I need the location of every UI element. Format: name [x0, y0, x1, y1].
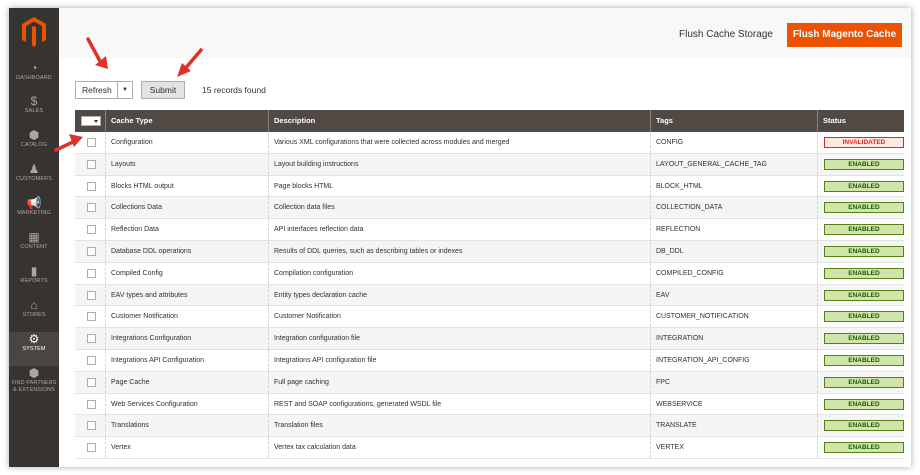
- sidebar-item-label: REPORTS: [20, 278, 48, 284]
- sidebar-item-find[interactable]: [9, 366, 59, 400]
- sidebar-item-label: CUSTOMERS: [16, 176, 52, 182]
- description-cell: Results of DDL queries, such as describing tables or indexes: [268, 241, 650, 262]
- status-badge: ENABLED: [824, 355, 904, 366]
- row-checkbox[interactable]: [87, 443, 96, 452]
- row-select-cell[interactable]: [75, 306, 105, 327]
- status-badge: ENABLED: [824, 202, 904, 213]
- records-count: 15 records found: [202, 85, 266, 95]
- tags-cell: DB_DDL: [650, 241, 817, 262]
- table-row[interactable]: [75, 176, 904, 198]
- status-cell: [817, 328, 904, 349]
- row-checkbox[interactable]: [87, 356, 96, 365]
- description-cell: Integration configuration file: [268, 328, 650, 349]
- status-badge: INVALIDATED: [824, 137, 904, 148]
- status-badge: ENABLED: [824, 159, 904, 170]
- tags-cell: COMPILED_CONFIG: [650, 263, 817, 284]
- sidebar-item-dashboard[interactable]: [9, 61, 59, 95]
- mass-action-select[interactable]: [75, 81, 133, 99]
- status-badge: ENABLED: [824, 311, 904, 322]
- megaphone-icon: 📢: [26, 196, 42, 210]
- flush-magento-cache-button[interactable]: Flush Magento Cache: [787, 23, 902, 47]
- cache-type-cell: Integrations Configuration: [105, 328, 268, 349]
- table-row[interactable]: [75, 154, 904, 176]
- tags-cell: INTEGRATION: [650, 328, 817, 349]
- status-cell: [817, 197, 904, 218]
- status-cell: [817, 372, 904, 393]
- description-cell: Vertex tax calculation data: [268, 437, 650, 458]
- row-checkbox[interactable]: [87, 334, 96, 343]
- sidebar-item-label: STORES: [22, 312, 46, 318]
- row-checkbox[interactable]: [87, 203, 96, 212]
- row-select-cell[interactable]: [75, 415, 105, 436]
- row-select-cell[interactable]: [75, 176, 105, 197]
- status-badge: ENABLED: [824, 224, 904, 235]
- admin-sidebar: [9, 8, 59, 467]
- sidebar-item-label: CATALOG: [20, 142, 48, 148]
- mass-select-header[interactable]: [75, 110, 105, 132]
- status-badge: ENABLED: [824, 399, 904, 410]
- description-cell: Customer Notification: [268, 306, 650, 327]
- table-row[interactable]: [75, 132, 904, 154]
- row-select-cell[interactable]: [75, 219, 105, 240]
- sidebar-item-content[interactable]: [9, 230, 59, 264]
- table-row[interactable]: [75, 241, 904, 263]
- tags-cell: INTEGRATION_API_CONFIG: [650, 350, 817, 371]
- sidebar-item-reports[interactable]: [9, 264, 59, 298]
- status-badge: ENABLED: [824, 290, 904, 301]
- tags-cell: FPC: [650, 372, 817, 393]
- description-cell: Translation files: [268, 415, 650, 436]
- status-cell: [817, 219, 904, 240]
- row-checkbox[interactable]: [87, 291, 96, 300]
- status-badge: ENABLED: [824, 246, 904, 257]
- status-cell: [817, 154, 904, 175]
- mass-action-value: Refresh: [82, 85, 112, 95]
- table-row[interactable]: [75, 328, 904, 350]
- description-cell: Integrations API configuration file: [268, 350, 650, 371]
- cube-icon: ⬢: [28, 128, 40, 142]
- table-row[interactable]: [75, 219, 904, 241]
- row-select-cell[interactable]: [75, 197, 105, 218]
- row-checkbox[interactable]: [87, 247, 96, 256]
- description-cell: Compilation configuration: [268, 263, 650, 284]
- grid-body: [75, 132, 904, 459]
- flush-cache-storage-button[interactable]: Flush Cache Storage: [679, 29, 773, 40]
- row-checkbox[interactable]: [87, 138, 96, 147]
- cache-type-cell: Integrations API Configuration: [105, 350, 268, 371]
- tags-cell: COLLECTION_DATA: [650, 197, 817, 218]
- row-select-cell[interactable]: [75, 394, 105, 415]
- row-checkbox[interactable]: [87, 421, 96, 430]
- status-cell: [817, 176, 904, 197]
- cache-type-cell: Layouts: [105, 154, 268, 175]
- sidebar-item-label: MARKETING: [17, 210, 51, 216]
- column-header-cache-type[interactable]: Cache Type: [105, 110, 268, 132]
- store-icon: ⌂: [30, 298, 38, 312]
- row-select-cell[interactable]: [75, 372, 105, 393]
- cache-type-cell: EAV types and attributes: [105, 285, 268, 306]
- status-cell: [817, 132, 904, 153]
- table-row[interactable]: [75, 437, 904, 459]
- bar-chart-icon: ▮: [30, 264, 38, 278]
- cache-type-cell: Collections Data: [105, 197, 268, 218]
- table-row[interactable]: [75, 350, 904, 372]
- description-cell: Collection data files: [268, 197, 650, 218]
- table-row[interactable]: [75, 197, 904, 219]
- table-row[interactable]: [75, 415, 904, 437]
- status-badge: ENABLED: [824, 181, 904, 192]
- magento-logo[interactable]: [21, 16, 47, 48]
- description-cell: API interfaces reflection data: [268, 219, 650, 240]
- sidebar-item-customers[interactable]: [9, 162, 59, 196]
- tags-cell: VERTEX: [650, 437, 817, 458]
- status-badge: ENABLED: [824, 333, 904, 344]
- description-cell: REST and SOAP configurations, generated WSDL file: [268, 394, 650, 415]
- tags-cell: EAV: [650, 285, 817, 306]
- sidebar-item-sales[interactable]: [9, 94, 59, 128]
- table-row[interactable]: [75, 306, 904, 328]
- description-cell: Entity types declaration cache: [268, 285, 650, 306]
- person-icon: ♟: [28, 162, 40, 176]
- sidebar-item-label: FIND PARTNERS & EXTENSIONS: [11, 380, 57, 393]
- status-cell: [817, 350, 904, 371]
- row-select-cell[interactable]: [75, 154, 105, 175]
- row-select-cell[interactable]: [75, 328, 105, 349]
- row-checkbox[interactable]: [87, 312, 96, 321]
- status-badge: ENABLED: [824, 442, 904, 453]
- sidebar-item-catalog[interactable]: [9, 128, 59, 162]
- tags-cell: BLOCK_HTML: [650, 176, 817, 197]
- row-checkbox[interactable]: [87, 400, 96, 409]
- description-cell: Full page caching: [268, 372, 650, 393]
- cache-type-cell: Translations: [105, 415, 268, 436]
- dollar-icon: $: [30, 94, 38, 108]
- cache-type-cell: Vertex: [105, 437, 268, 458]
- status-badge: ENABLED: [824, 420, 904, 431]
- status-cell: [817, 263, 904, 284]
- status-cell: [817, 306, 904, 327]
- status-cell: [817, 437, 904, 458]
- table-row[interactable]: [75, 394, 904, 416]
- status-badge: ENABLED: [824, 268, 904, 279]
- sidebar-item-stores[interactable]: [9, 298, 59, 332]
- status-cell: [817, 394, 904, 415]
- description-cell: Layout building instructions: [268, 154, 650, 175]
- sidebar-item-label: DASHBOARD: [16, 75, 52, 81]
- layout-icon: ▦: [28, 230, 40, 244]
- cache-type-cell: Database DDL operations: [105, 241, 268, 262]
- description-cell: Page blocks HTML: [268, 176, 650, 197]
- cache-type-cell: Blocks HTML output: [105, 176, 268, 197]
- sidebar-item-system[interactable]: [9, 332, 59, 366]
- table-row[interactable]: [75, 285, 904, 307]
- chevron-down-icon[interactable]: ▼: [117, 82, 132, 98]
- cache-grid: [75, 110, 904, 459]
- row-select-cell[interactable]: [75, 263, 105, 284]
- row-checkbox[interactable]: [87, 225, 96, 234]
- tags-cell: CONFIG: [650, 132, 817, 153]
- sidebar-item-marketing[interactable]: [9, 196, 59, 230]
- tags-cell: TRANSLATE: [650, 415, 817, 436]
- sidebar-item-label: CONTENT: [20, 244, 48, 250]
- tags-cell: REFLECTION: [650, 219, 817, 240]
- column-header-description[interactable]: Description: [268, 110, 650, 132]
- cache-type-cell: Compiled Config: [105, 263, 268, 284]
- cache-type-cell: Web Services Configuration: [105, 394, 268, 415]
- status-cell: [817, 415, 904, 436]
- app-window: [9, 8, 911, 467]
- table-row[interactable]: [75, 372, 904, 394]
- annotation-arrow-mass-action: [84, 35, 114, 75]
- grid-header: [75, 110, 904, 132]
- annotation-arrow-checkbox: [53, 132, 87, 156]
- status-cell: [817, 241, 904, 262]
- row-checkbox[interactable]: [87, 160, 96, 169]
- submit-button[interactable]: Submit: [141, 81, 185, 99]
- cache-type-cell: Page Cache: [105, 372, 268, 393]
- status-badge: ENABLED: [824, 377, 904, 388]
- cache-type-cell: Customer Notification: [105, 306, 268, 327]
- annotation-arrow-submit: [174, 46, 206, 80]
- sidebar-item-label: SYSTEM: [22, 346, 46, 352]
- dashboard-icon: ◔: [30, 61, 38, 75]
- row-checkbox[interactable]: [87, 269, 96, 278]
- tags-cell: WEBSERVICE: [650, 394, 817, 415]
- extensions-icon: ⬢: [28, 366, 40, 380]
- tags-cell: LAYOUT_GENERAL_CACHE_TAG: [650, 154, 817, 175]
- row-checkbox[interactable]: [87, 378, 96, 387]
- column-header-status[interactable]: Status: [817, 110, 904, 132]
- description-cell: Various XML configurations that were collected across modules and merged: [268, 132, 650, 153]
- row-select-cell[interactable]: [75, 285, 105, 306]
- column-header-tags[interactable]: Tags: [650, 110, 817, 132]
- cache-type-cell: Configuration: [105, 132, 268, 153]
- status-cell: [817, 285, 904, 306]
- cache-type-cell: Reflection Data: [105, 219, 268, 240]
- row-checkbox[interactable]: [87, 182, 96, 191]
- row-select-cell[interactable]: [75, 241, 105, 262]
- row-select-cell[interactable]: [75, 437, 105, 458]
- sidebar-item-label: SALES: [24, 108, 44, 114]
- mass-select-checkbox[interactable]: [81, 116, 101, 126]
- tags-cell: CUSTOMER_NOTIFICATION: [650, 306, 817, 327]
- row-select-cell[interactable]: [75, 350, 105, 371]
- gear-icon: ⚙: [28, 332, 40, 346]
- table-row[interactable]: [75, 263, 904, 285]
